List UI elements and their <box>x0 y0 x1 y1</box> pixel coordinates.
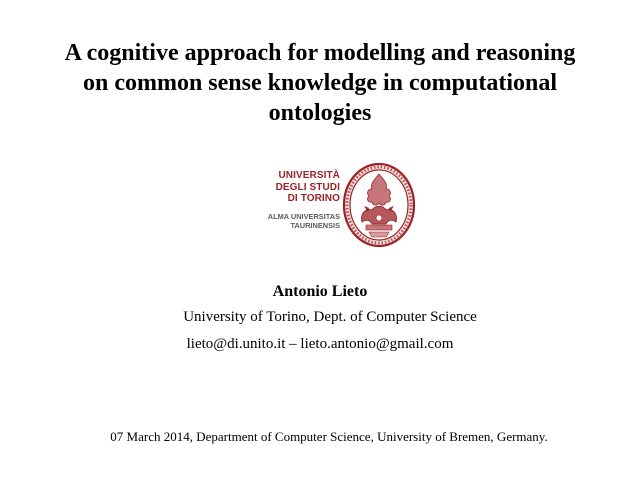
university-logo <box>248 162 416 250</box>
university-motto-line: TAURINENSIS <box>290 221 340 230</box>
presentation-date-venue: 07 March 2014, Department of Computer Science, University of Bremen, Germany. <box>110 429 548 444</box>
author-emails: lieto@di.unito.it – lieto.antonio@gmail.com <box>186 336 454 352</box>
title-line: ontologies <box>268 100 372 126</box>
university-name-line: DI TORINO <box>287 193 340 204</box>
author-affiliation: University of Torino, Dept. of Computer Science <box>183 309 477 325</box>
university-motto <box>248 212 340 231</box>
university-name-line: UNIVERSITÀ <box>278 170 340 181</box>
author-name: Antonio Lieto <box>272 283 368 300</box>
slide-title <box>40 38 600 128</box>
university-name <box>248 170 340 205</box>
title-line: A cognitive approach for modelling and reasoning <box>64 40 576 66</box>
logo-wordmark <box>248 170 340 231</box>
university-motto-line: ALMA UNIVERSITAS <box>267 211 340 221</box>
university-seal-icon <box>342 162 416 248</box>
title-line: on common sense knowledge in computational <box>82 70 558 96</box>
university-name-line: DEGLI STUDI <box>275 181 340 193</box>
